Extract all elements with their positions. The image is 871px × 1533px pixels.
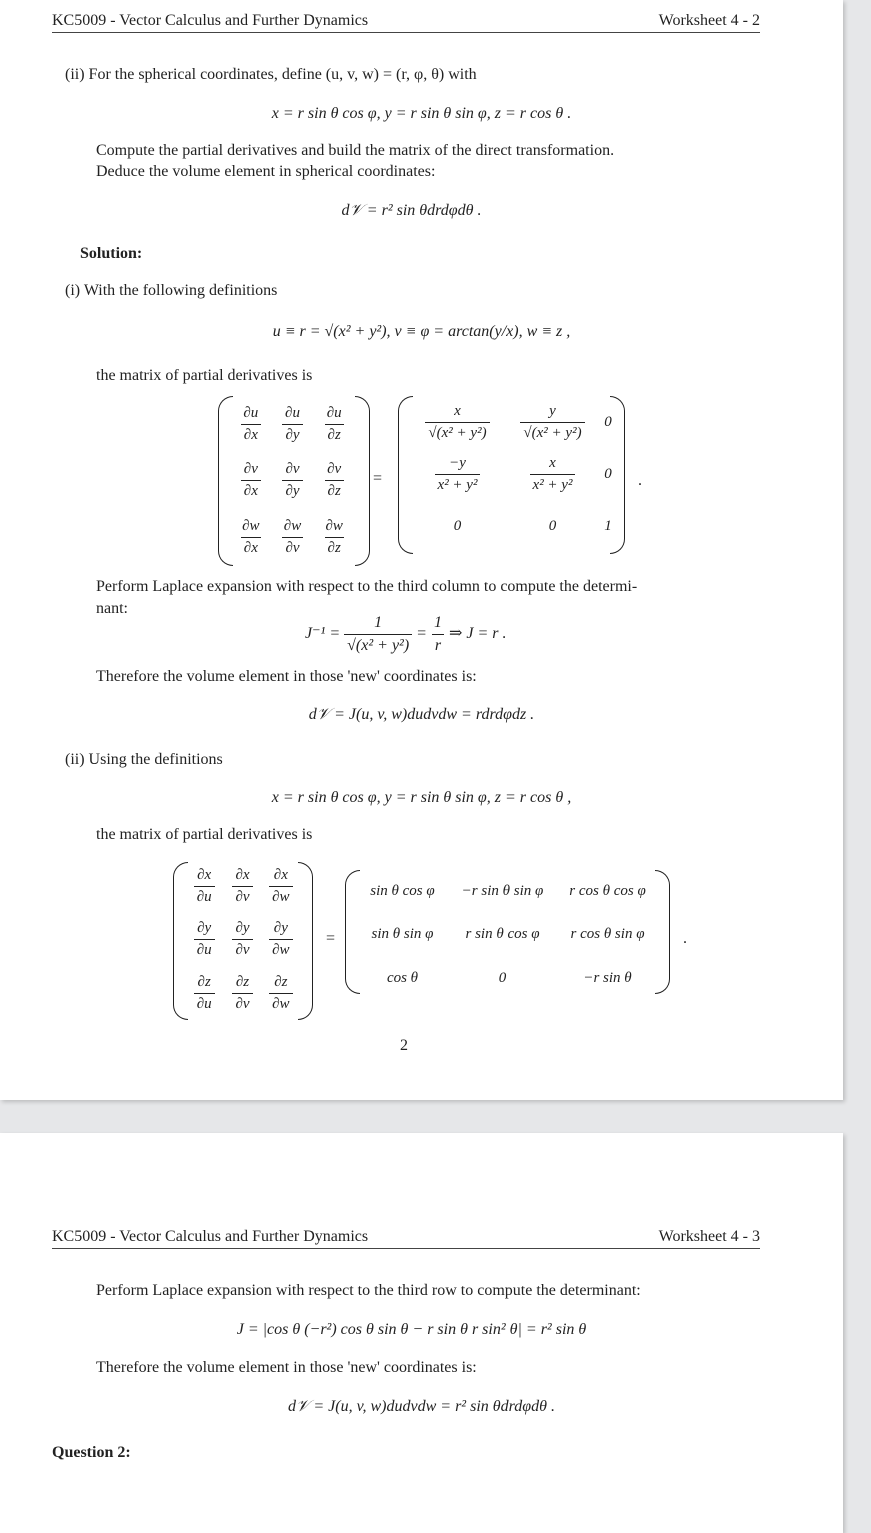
part-label: (i) bbox=[65, 282, 81, 299]
denominator: ∂y bbox=[282, 480, 302, 500]
matrix-entry bbox=[194, 920, 215, 959]
jacobian-matrix-symbolic bbox=[230, 396, 355, 566]
numerator: ∂x bbox=[235, 867, 250, 884]
numerator: ∂v bbox=[285, 461, 300, 478]
denominator: √(x² + y²) bbox=[520, 422, 584, 442]
matrix-entry bbox=[269, 920, 292, 959]
equals-sign: = bbox=[373, 470, 383, 487]
right-paren bbox=[298, 862, 313, 1020]
numerator: x bbox=[549, 454, 556, 471]
denominator: ∂u bbox=[194, 993, 215, 1013]
numerator: ∂v bbox=[327, 461, 342, 478]
denominator: ∂x bbox=[241, 537, 261, 557]
matrix-entry: r cos θ sin φ bbox=[570, 926, 645, 943]
therefore-text: Therefore the volume element in those 'new' coordinates is: bbox=[96, 1359, 477, 1376]
denominator: ∂u bbox=[194, 939, 215, 959]
solution-part-i bbox=[65, 282, 277, 300]
denominator: ∂v bbox=[232, 886, 252, 906]
numerator: ∂y bbox=[235, 920, 250, 937]
matrix-entry: sin θ cos φ bbox=[370, 883, 435, 900]
numerator: ∂x bbox=[197, 867, 212, 884]
numerator: −y bbox=[449, 454, 466, 471]
therefore-text: Therefore the volume element in those 'new' coordinates is: bbox=[96, 668, 477, 685]
denominator: ∂y bbox=[282, 424, 302, 444]
matrix-entry bbox=[241, 461, 261, 500]
matrix-entry: 0 bbox=[604, 465, 612, 482]
instruction-line-1: Compute the partial derivatives and build the matrix of the direct transformation. bbox=[96, 142, 615, 159]
numerator: ∂w bbox=[242, 518, 260, 535]
instruction-line-2: Deduce the volume element in spherical coordinates: bbox=[96, 163, 436, 180]
rhs: ⇒ J = r . bbox=[448, 625, 507, 643]
denominator: r bbox=[432, 634, 444, 655]
matrix-entry: 0 bbox=[453, 517, 462, 534]
matrix-entry: −r sin θ bbox=[583, 969, 632, 986]
denominator: √(x² + y²) bbox=[425, 422, 489, 442]
numerator: ∂z bbox=[274, 973, 288, 990]
page-header bbox=[52, 1226, 760, 1249]
worksheet-label: Worksheet 4 - 3 bbox=[658, 1228, 760, 1245]
matrix-entry bbox=[232, 920, 252, 959]
numerator: ∂y bbox=[273, 920, 288, 937]
matrix-entry bbox=[282, 405, 303, 444]
matrix-intro-2: the matrix of partial derivatives is bbox=[96, 826, 313, 843]
matrix-entry: 0 bbox=[548, 517, 557, 534]
matrix-entry bbox=[530, 455, 576, 494]
matrix-entry: 0 bbox=[604, 413, 612, 430]
matrix-entry bbox=[324, 405, 345, 444]
part-text: For the spherical coordinates, define (u, v, w) = (r, φ, θ) with bbox=[88, 66, 477, 83]
matrix-intro: the matrix of partial derivatives is bbox=[96, 367, 313, 384]
laplace-text-line-1: Perform Laplace expansion with respect to the third column to compute the determi- bbox=[96, 578, 638, 595]
page-number: 2 bbox=[400, 1037, 408, 1054]
numerator: ∂z bbox=[235, 973, 250, 990]
denominator: ∂v bbox=[232, 993, 252, 1013]
matrix-entry bbox=[232, 974, 252, 1013]
part-text: Using the definitions bbox=[88, 751, 223, 768]
denominator: ∂x bbox=[241, 480, 261, 500]
matrix-entry: −r sin θ sin φ bbox=[461, 883, 544, 900]
matrix-entry: r cos θ cos φ bbox=[569, 883, 646, 900]
matrix-entry bbox=[269, 867, 292, 906]
denominator: ∂u bbox=[194, 886, 215, 906]
equals: = bbox=[416, 625, 427, 643]
period: . bbox=[638, 472, 642, 489]
jacobian-matrix-values bbox=[410, 396, 616, 552]
numerator: ∂v bbox=[243, 461, 258, 478]
worksheet-label: Worksheet 4 - 2 bbox=[658, 12, 760, 29]
right-paren bbox=[655, 870, 670, 994]
right-paren bbox=[610, 396, 625, 554]
denominator: ∂v bbox=[282, 537, 302, 557]
equation-definitions: x = r sin θ cos φ, y = r sin θ sin φ, z = r cos θ . bbox=[271, 105, 572, 122]
matrix-entry bbox=[194, 974, 215, 1013]
matrix-entry bbox=[240, 405, 261, 444]
question-2-heading: Question 2: bbox=[52, 1444, 131, 1461]
matrix-entry bbox=[425, 403, 489, 442]
numerator: 1 bbox=[374, 614, 383, 631]
numerator: ∂u bbox=[243, 404, 259, 421]
laplace-text-line-2: nant: bbox=[96, 600, 128, 617]
equation-dv-spherical: d𝒱 = J(u, v, w)dudvdw = r² sin θdrdφdθ . bbox=[288, 1398, 555, 1415]
denominator: ∂z bbox=[325, 537, 344, 557]
matrix-entry bbox=[322, 518, 345, 557]
matrix-entry: cos θ bbox=[386, 969, 419, 986]
matrix-entry bbox=[194, 867, 215, 906]
numerator: ∂y bbox=[197, 920, 212, 937]
course-title: KC5009 - Vector Calculus and Further Dynamics bbox=[52, 1228, 369, 1245]
matrix-entry bbox=[520, 403, 584, 442]
denominator: ∂w bbox=[269, 939, 292, 959]
solution-heading: Solution: bbox=[80, 245, 143, 262]
denominator: ∂x bbox=[241, 424, 261, 444]
right-paren bbox=[355, 396, 370, 566]
fraction bbox=[431, 614, 445, 655]
numerator: ∂w bbox=[283, 518, 302, 535]
jacobian-matrix-symbolic-2 bbox=[185, 860, 300, 1020]
denominator: ∂w bbox=[269, 886, 292, 906]
numerator: x bbox=[454, 402, 461, 419]
numerator: ∂u bbox=[326, 404, 342, 421]
numerator: y bbox=[549, 402, 556, 419]
equals-sign: = bbox=[326, 930, 336, 947]
denominator: x² + y² bbox=[530, 474, 576, 494]
lhs: J⁻¹ = bbox=[305, 625, 341, 643]
matrix-entry bbox=[269, 974, 292, 1013]
fraction bbox=[344, 614, 412, 655]
numerator: ∂u bbox=[285, 404, 300, 421]
page-header bbox=[52, 10, 760, 33]
numerator: ∂z bbox=[197, 973, 211, 990]
solution-part-ii bbox=[65, 751, 223, 769]
matrix-entry bbox=[232, 867, 252, 906]
part-label: (ii) bbox=[65, 751, 85, 768]
matrix-entry bbox=[282, 461, 302, 500]
matrix-entry: 0 bbox=[498, 969, 507, 986]
denominator: ∂z bbox=[325, 480, 344, 500]
equation-i-definitions: u ≡ r = √(x² + y²), v ≡ φ = arctan(y/x), w ≡ z , bbox=[272, 323, 571, 340]
equation-dv-cylindrical: d𝒱 = J(u, v, w)dudvdw = rdrdφdz . bbox=[308, 706, 535, 723]
period: . bbox=[683, 930, 687, 947]
denominator: x² + y² bbox=[435, 474, 481, 494]
course-title: KC5009 - Vector Calculus and Further Dynamics bbox=[52, 12, 369, 29]
numerator: ∂w bbox=[325, 518, 343, 535]
matrix-entry: 1 bbox=[604, 517, 612, 534]
laplace-text: Perform Laplace expansion with respect to the third row to compute the determinant: bbox=[96, 1282, 641, 1299]
jacobian-matrix-values-2 bbox=[355, 870, 660, 1000]
denominator: ∂v bbox=[232, 939, 252, 959]
denominator: ∂z bbox=[325, 424, 344, 444]
matrix-entry bbox=[324, 461, 344, 500]
document-page-3 bbox=[0, 1133, 843, 1533]
matrix-entry bbox=[239, 518, 262, 557]
equation-volume: d𝒱 = r² sin θdrdφdθ . bbox=[341, 202, 482, 219]
numerator: 1 bbox=[433, 614, 442, 631]
equation-ii-definitions: x = r sin θ cos φ, y = r sin θ sin φ, z = r cos θ , bbox=[271, 789, 572, 806]
matrix-entry: sin θ sin φ bbox=[371, 926, 434, 943]
numerator: ∂x bbox=[273, 867, 288, 884]
matrix-entry: r sin θ cos φ bbox=[465, 926, 540, 943]
matrix-entry bbox=[435, 455, 481, 494]
matrix-entry bbox=[281, 518, 304, 557]
part-text: With the following definitions bbox=[83, 282, 278, 299]
equation-determinant: J = |cos θ (−r²) cos θ sin θ − r sin θ r sin² θ| = r² sin θ bbox=[236, 1321, 587, 1338]
part-label: (ii) bbox=[65, 66, 85, 83]
denominator: ∂w bbox=[269, 993, 292, 1013]
equation-j-inverse bbox=[305, 614, 507, 655]
question-part-ii bbox=[65, 66, 477, 84]
denominator: √(x² + y²) bbox=[344, 634, 412, 655]
